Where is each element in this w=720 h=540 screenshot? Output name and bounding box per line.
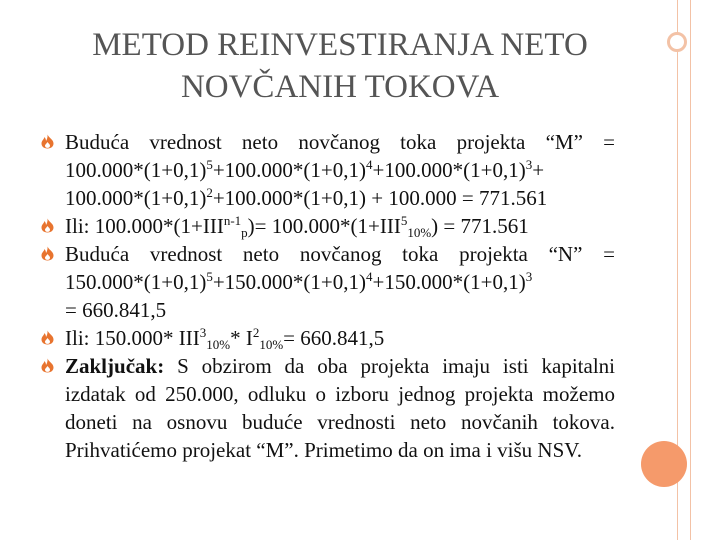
title-line-1: METOD REINVESTIRANJA NETO — [92, 27, 588, 63]
bullet-line: Ili: $100.000*(1+III^{n-1}_p)= 100.000*(1+III^5_{10\%}) = 771.561$ — [65, 213, 529, 240]
bullet-line: Ili: 150.000* $III^3_{10\%}*$ $I^2_{10\%}= 660.841,5$ — [65, 325, 385, 352]
decorative-ring — [667, 32, 687, 52]
bullet-item-m-formula — [40, 212, 615, 240]
slide-title — [40, 24, 640, 108]
bullet-line: $100.000*(1+0,1)^2+100.000*(1+0,1) + 100.000 = 771.561$ — [65, 185, 548, 210]
bullet-item-conclusion — [40, 352, 615, 464]
bullet-line: Buduća vrednost neto novčanog toka projekta “N” = — [65, 242, 615, 266]
flame-bullet-icon — [40, 134, 55, 149]
bullet-line: = 660.841,5 — [65, 298, 167, 322]
title-line-2: NOVČANIH TOKOVA — [180, 69, 500, 105]
conclusion-paragraph — [65, 352, 615, 464]
flame-bullet-icon — [40, 358, 55, 373]
bullet-line: $100.000*(1+0,1)^5+100.000*(1+0,1)^4+100.000*(1+0,1)^3+$ — [65, 157, 545, 182]
flame-bullet-icon — [40, 330, 55, 345]
flame-bullet-icon — [40, 218, 55, 233]
bullet-item-m-future-value — [40, 128, 615, 212]
bullet-item-n-formula — [40, 324, 615, 352]
bullet-line: Buduća vrednost neto novčanog toka projekta “M” = — [65, 130, 615, 154]
decorative-circle — [641, 441, 687, 487]
bullet-list — [40, 128, 615, 464]
conclusion-label: Zaključak: — [65, 354, 165, 378]
conclusion-text: S obzirom da oba projekta imaju isti kapitalni izdatak od 250.000, odluku o izboru jednog projekta možemo doneti na osnovu buduće vrednosti neto novčanih tokova. Prihvatićemo projekat “M”. Primetimo da on ima i višu NSV. — [65, 354, 615, 462]
flame-bullet-icon — [40, 246, 55, 261]
bullet-line: $150.000*(1+0,1)^5+150.000*(1+0,1)^4+150.000*(1+0,1)^3$ — [65, 269, 533, 294]
decorative-line-right — [690, 0, 691, 540]
bullet-item-n-future-value — [40, 240, 615, 324]
